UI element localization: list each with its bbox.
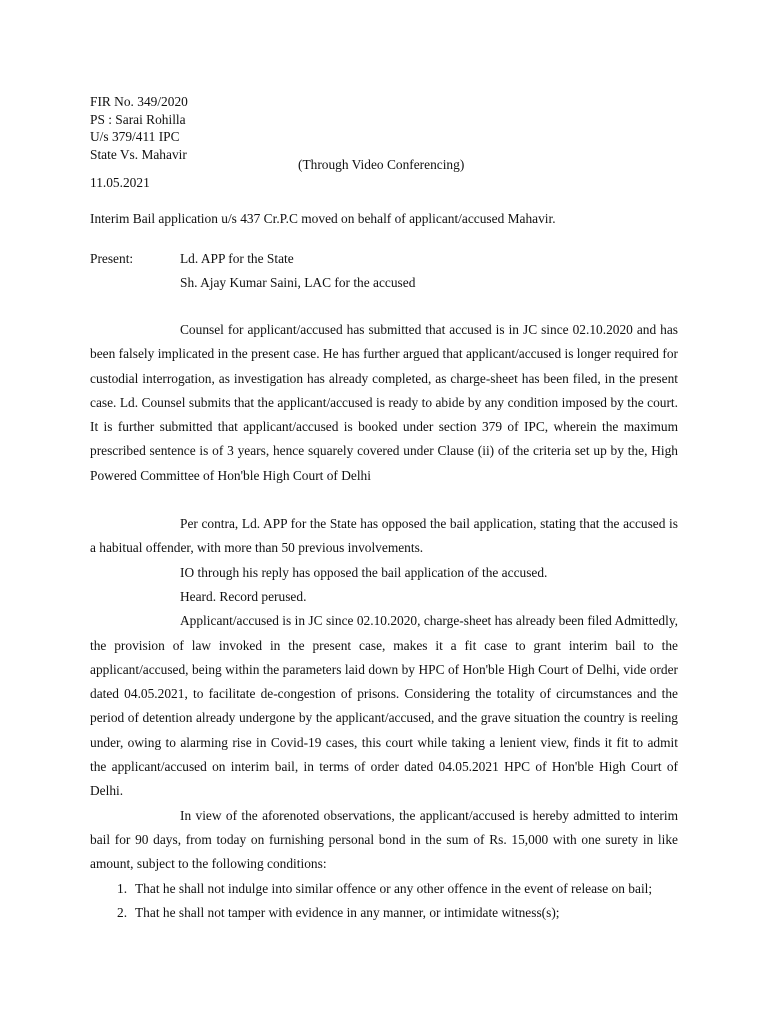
present-app: Ld. APP for the State bbox=[180, 251, 294, 266]
condition-text: That he shall not tamper with evidence in any manner, or intimidate witness(s); bbox=[135, 904, 560, 920]
hearing-mode: (Through Video Conferencing) bbox=[298, 157, 465, 172]
condition-text: That he shall not indulge into similar offence or any other offence in the event of release on bail; bbox=[135, 880, 653, 896]
paragraph-bail-order: In view of the aforenoted observations, the applicant/accused is hereby admitted to interim bail for 90 days, from today on furnishing personal bond in the sum of Rs. 15,000 with one surety in like amount, subject to the following conditions: bbox=[90, 807, 678, 872]
case-title: State Vs. Mahavir bbox=[90, 146, 187, 162]
present-label: Present: bbox=[90, 251, 134, 266]
paragraph-app-opposition: Per contra, Ld. APP for the State has opposed the bail application, stating that the accused is a habitual offender, with more than 50 previous involvements. bbox=[90, 516, 678, 556]
police-station: PS : Sarai Rohilla bbox=[90, 111, 186, 127]
condition-number: 2. bbox=[117, 904, 128, 920]
order-date: 11.05.2021 bbox=[90, 175, 150, 190]
list-item bbox=[90, 901, 678, 925]
case-header bbox=[90, 93, 188, 163]
conditions-list bbox=[90, 877, 678, 926]
condition-number: 1. bbox=[117, 880, 128, 896]
paragraph-io-reply: IO through his reply has opposed the bail application of the accused. bbox=[180, 564, 548, 580]
fir-number: FIR No. 349/2020 bbox=[90, 94, 188, 109]
list-item bbox=[90, 877, 678, 901]
present-counsel: Sh. Ajay Kumar Saini, LAC for the accused bbox=[180, 275, 416, 290]
present-persons bbox=[180, 247, 415, 295]
application-intro: Interim Bail application u/s 437 Cr.P.C moved on behalf of applicant/accused Mahavir. bbox=[90, 211, 556, 226]
paragraph-heard: Heard. Record perused. bbox=[180, 588, 307, 604]
paragraph-counsel-submission: Counsel for applicant/accused has submitted that accused is in JC since 02.10.2020 and has been falsely implicated in the present case. He has further argued that applicant/accused is longer required for custodial interrogation, as investigation has already completed, as charge-sheet has been filed, in the present case. Ld. Counsel submits that the applicant/accused is ready to abide by any condition imposed by the court. It is further submitted that applicant/accused is booked under section 379 of IPC, wherein the maximum prescribed sentence is of 3 years, hence squarely covered under Clause (ii) of the criteria set up by the, High Powered Committee of Hon'ble High Court of Delhi bbox=[90, 322, 678, 483]
order-body bbox=[90, 318, 678, 925]
paragraph-findings: Applicant/accused is in JC since 02.10.2020, charge-sheet has already been filed Admittedly, the provision of law invoked in the present case, makes it a fit case to grant interim bail to the applicant/accused, being within the parameters laid down by HPC of Hon'ble High Court of Delhi, vide order dated 04.05.2021, to facilitate de-congestion of prisons. Considering the totality of circumstances and the period of detention already undergone by the applicant/accused, and the grave situation the country is reeling under, owing to alarming rise in Covid-19 cases, this court while taking a lenient view, finds it fit to admit the applicant/accused on interim bail, in terms of order dated 04.05.2021 HPC of Hon'ble High Court of Delhi. bbox=[90, 613, 678, 799]
ipc-sections: U/s 379/411 IPC bbox=[90, 129, 180, 144]
